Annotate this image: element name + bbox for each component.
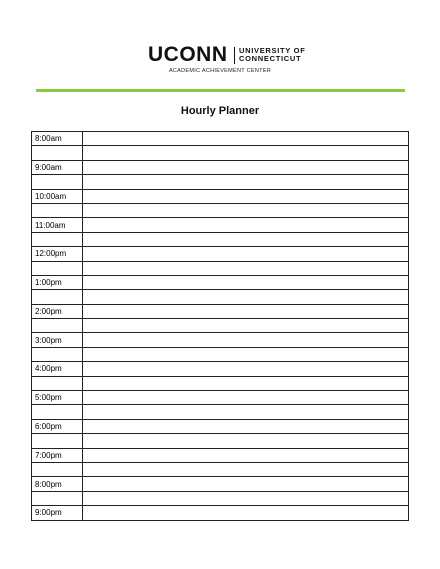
entry-cell[interactable] bbox=[83, 261, 409, 275]
entry-cell[interactable] bbox=[83, 304, 409, 318]
entry-cell[interactable] bbox=[83, 290, 409, 304]
half-hour-row bbox=[32, 203, 409, 217]
time-label: 8:00pm bbox=[32, 477, 83, 491]
entry-cell[interactable] bbox=[83, 462, 409, 476]
time-label: 2:00pm bbox=[32, 304, 83, 318]
hour-row bbox=[32, 218, 409, 232]
time-label: 5:00pm bbox=[32, 391, 83, 405]
entry-cell[interactable] bbox=[83, 203, 409, 217]
logo-subtitle-line2: CONNECTICUT bbox=[239, 54, 302, 63]
entry-cell[interactable] bbox=[83, 247, 409, 261]
entry-cell[interactable] bbox=[83, 477, 409, 491]
time-label: 7:00pm bbox=[32, 448, 83, 462]
hour-row bbox=[32, 506, 409, 520]
entry-cell[interactable] bbox=[83, 419, 409, 433]
entry-cell[interactable] bbox=[83, 146, 409, 160]
entry-cell[interactable] bbox=[83, 132, 409, 146]
time-label: 12:00pm bbox=[32, 247, 83, 261]
hour-row bbox=[32, 160, 409, 174]
half-hour-row bbox=[32, 434, 409, 448]
half-hour-row bbox=[32, 261, 409, 275]
time-label: 1:00pm bbox=[32, 275, 83, 289]
time-label: 9:00pm bbox=[32, 506, 83, 520]
entry-cell[interactable] bbox=[83, 376, 409, 390]
entry-cell[interactable] bbox=[83, 347, 409, 361]
logo-subtitle-line1: UNIVERSITY OF bbox=[239, 46, 306, 55]
time-label-empty bbox=[32, 405, 83, 419]
time-label: 4:00pm bbox=[32, 362, 83, 376]
half-hour-row bbox=[32, 462, 409, 476]
entry-cell[interactable] bbox=[83, 362, 409, 376]
logo-divider bbox=[234, 47, 236, 64]
time-label-empty bbox=[32, 232, 83, 246]
time-label: 3:00pm bbox=[32, 333, 83, 347]
entry-cell[interactable] bbox=[83, 319, 409, 333]
hour-row bbox=[32, 247, 409, 261]
time-label-empty bbox=[32, 203, 83, 217]
page-title: Hourly Planner bbox=[180, 105, 260, 117]
entry-cell[interactable] bbox=[83, 275, 409, 289]
accent-rule bbox=[36, 89, 405, 92]
center-name: ACADEMIC ACHIEVEMENT CENTER bbox=[168, 68, 272, 74]
half-hour-row bbox=[32, 319, 409, 333]
half-hour-row bbox=[32, 146, 409, 160]
time-label-empty bbox=[32, 462, 83, 476]
time-label-empty bbox=[32, 290, 83, 304]
hour-row bbox=[32, 419, 409, 433]
time-label: 6:00pm bbox=[32, 419, 83, 433]
half-hour-row bbox=[32, 405, 409, 419]
half-hour-row bbox=[32, 347, 409, 361]
hour-row bbox=[32, 275, 409, 289]
time-label: 8:00am bbox=[32, 132, 83, 146]
entry-cell[interactable] bbox=[83, 218, 409, 232]
entry-cell[interactable] bbox=[83, 232, 409, 246]
hour-row bbox=[32, 333, 409, 347]
logo-wordmark: UCONN bbox=[148, 43, 228, 66]
entry-cell[interactable] bbox=[83, 333, 409, 347]
time-label: 10:00am bbox=[32, 189, 83, 203]
entry-cell[interactable] bbox=[83, 506, 409, 520]
hour-row bbox=[32, 448, 409, 462]
half-hour-row bbox=[32, 175, 409, 189]
time-label-empty bbox=[32, 261, 83, 275]
time-label-empty bbox=[32, 175, 83, 189]
entry-cell[interactable] bbox=[83, 175, 409, 189]
time-label-empty bbox=[32, 491, 83, 505]
entry-cell[interactable] bbox=[83, 448, 409, 462]
hour-row bbox=[32, 362, 409, 376]
time-label-empty bbox=[32, 376, 83, 390]
uconn-logo bbox=[148, 44, 305, 66]
entry-cell[interactable] bbox=[83, 160, 409, 174]
entry-cell[interactable] bbox=[83, 434, 409, 448]
header bbox=[0, 44, 440, 80]
time-label-empty bbox=[32, 347, 83, 361]
time-label-empty bbox=[32, 319, 83, 333]
hour-row bbox=[32, 132, 409, 146]
hour-row bbox=[32, 189, 409, 203]
hour-row bbox=[32, 304, 409, 318]
logo-subtitle bbox=[239, 47, 305, 63]
time-label: 9:00am bbox=[32, 160, 83, 174]
time-label: 11:00am bbox=[32, 218, 83, 232]
time-label-empty bbox=[32, 146, 83, 160]
entry-cell[interactable] bbox=[83, 189, 409, 203]
half-hour-row bbox=[32, 290, 409, 304]
entry-cell[interactable] bbox=[83, 405, 409, 419]
entry-cell[interactable] bbox=[83, 391, 409, 405]
hourly-planner-table bbox=[31, 131, 409, 521]
hour-row bbox=[32, 391, 409, 405]
half-hour-row bbox=[32, 491, 409, 505]
entry-cell[interactable] bbox=[83, 491, 409, 505]
time-label-empty bbox=[32, 434, 83, 448]
half-hour-row bbox=[32, 232, 409, 246]
half-hour-row bbox=[32, 376, 409, 390]
hour-row bbox=[32, 477, 409, 491]
planner-body bbox=[32, 132, 409, 521]
